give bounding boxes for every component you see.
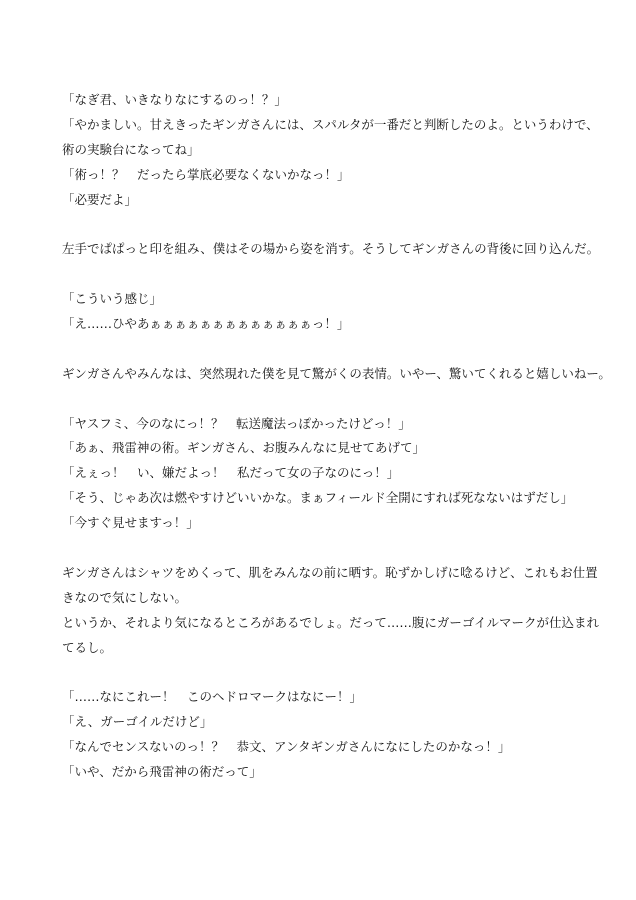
text-line: 「あぁ、飛雷神の術。ギンガさん、お腹みんなに見せてあげて」 [62, 440, 426, 456]
text-line: ギンガさんやみんなは、突然現れた僕を見て驚がくの表情。いやー、驚いてくれると嬉しいねー。 [62, 365, 611, 381]
text-line: 「えぇっ！ い、嫌だよっ！ 私だって女の子なのにっ！」 [62, 465, 400, 481]
text-line: 「え、ガーゴイルだけど」 [62, 714, 213, 730]
blank-line [62, 337, 582, 362]
blank-line [62, 387, 582, 412]
text-line: 「そう、じゃあ次は燃やすけどいいかな。まぁフィールド全開にすれば死なないはずだし」 [62, 490, 574, 506]
blank-line [62, 262, 582, 287]
text-line: ギンガさんはシャツをめくって、肌をみんなの前に晒す。恥ずかしげに唸るけど、これもお仕置 [62, 564, 598, 580]
text-line: きなので気にしない。 [62, 589, 188, 605]
blank-line [62, 212, 582, 237]
text-line: 「ヤスフミ、今のなにっ！？ 転送魔法っぽかったけどっ！」 [62, 415, 411, 431]
text-line: 「いや、だから飛雷神の術だって」 [62, 764, 262, 780]
document-body [62, 88, 611, 785]
text-line: 術の実験台になってね」 [62, 141, 200, 157]
text-line: 「こういう感じ」 [62, 291, 163, 307]
blank-line [62, 660, 582, 685]
text-line: 「術っ！？ だったら掌底必要なくないかなっ！」 [62, 166, 350, 182]
blank-line [62, 536, 582, 561]
text-line: 「なんでセンスないのっ！？ 恭文、アンタギンガさんになにしたのかなっ！」 [62, 739, 511, 755]
text-line: 「今すぐ見せますっ！」 [62, 515, 199, 531]
text-line: というか、それより気になるところがあるでしょ。だって……腹にガーゴイルマークが仕込まれ [62, 614, 600, 630]
text-line: 「必要だよ」 [62, 191, 138, 207]
text-line: 「……なにこれー！ このヘドロマークはなにー！」 [62, 689, 363, 705]
text-line: 「やかましい。甘えきったギンガさんには、スパルタが一番だと判断したのよ。というわけで、 [62, 116, 599, 132]
text-line: 左手でぱぱっと印を組み、僕はその場から姿を消す。そうしてギンガさんの背後に回り込んだ。 [62, 241, 600, 257]
text-line: 「なぎ君、いきなりなにするのっ！？」 [62, 92, 287, 107]
text-line: 「え……ひやあぁぁぁぁぁぁぁぁぁぁぁぁぁっ！」 [62, 316, 350, 332]
text-line: てるし。 [62, 639, 113, 655]
